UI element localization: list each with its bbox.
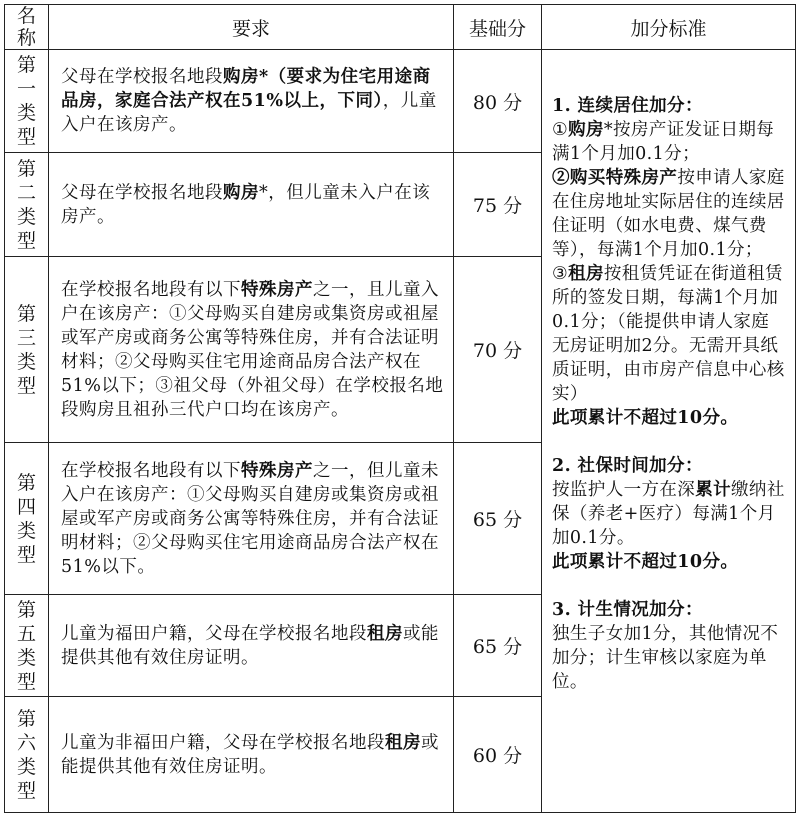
bonus-item [552, 166, 787, 262]
bonus-cap: 此项累计不超过10分。 [552, 552, 739, 572]
row-type-name [5, 443, 49, 595]
type-char: 类 [16, 519, 36, 542]
type-char: 第 [16, 54, 36, 76]
bonus-criteria [542, 50, 796, 813]
header-requirement: 要求 [49, 5, 454, 50]
bonus-section-title: 1. 连续居住加分： [552, 96, 703, 116]
req-text: *，但儿童未入户在该房产。 [61, 182, 431, 227]
type-char: 第 [16, 302, 36, 325]
type-char: 第 [16, 157, 36, 180]
table-row [5, 50, 796, 153]
type-char: 型 [16, 126, 36, 148]
type-char: 三 [16, 326, 36, 349]
bonus-text: *按房产证发证日期每满1个月加0.1分； [552, 120, 775, 164]
type-char: 类 [16, 646, 36, 669]
bonus-text: 按监护人一方在深 [552, 480, 696, 500]
row-base-score: 60 分 [454, 697, 542, 813]
req-text: 父母在学校报名地段 [61, 67, 223, 87]
enrollment-criteria-table [4, 4, 796, 813]
bonus-text: 按申请人家庭在住房地址实际居住的连续居住证明（如水电费、煤气费等），每满1个月加0.1分； [552, 168, 785, 260]
req-text: 儿童为非福田户籍，父母在学校报名地段 [61, 732, 385, 753]
req-text: 在学校报名地段有以下 [61, 279, 241, 300]
bonus-item [552, 478, 787, 550]
bonus-emphasis: 购房 [568, 120, 604, 140]
bonus-item: 独生子女加1分，其他情况不加分；计生审核以家庭为单位。 [552, 624, 779, 692]
row-requirement [49, 443, 454, 595]
bonus-cap: 此项累计不超过10分。 [552, 408, 739, 428]
header-name-char: 名 [16, 5, 36, 27]
req-emphasis: 租房 [385, 732, 421, 753]
type-char: 类 [16, 102, 36, 124]
type-char: 二 [16, 181, 36, 204]
type-char: 六 [16, 731, 36, 754]
req-emphasis: 购房 [223, 182, 259, 203]
type-char: 型 [16, 779, 36, 802]
row-base-score: 80 分 [454, 50, 542, 153]
row-requirement [49, 50, 454, 153]
type-char: 型 [16, 543, 36, 566]
header-name-char: 称 [16, 27, 36, 49]
header-bonus: 加分标准 [542, 5, 796, 50]
req-emphasis: 购房 [223, 67, 259, 87]
row-base-score: 65 分 [454, 595, 542, 697]
type-char: 型 [16, 374, 36, 397]
req-emphasis: 特殊房产 [241, 460, 313, 481]
type-char: 类 [16, 205, 36, 228]
req-emphasis: 特殊房产 [241, 279, 313, 300]
row-base-score: 75 分 [454, 153, 542, 257]
row-requirement [49, 153, 454, 257]
type-char: 型 [16, 229, 36, 252]
type-char: 一 [16, 78, 36, 100]
type-char: 型 [16, 670, 36, 693]
bonus-text: 缴纳社保（养老+医疗）每满1个月加0.1分。 [552, 480, 785, 548]
req-text: 之一，但儿童未入户在该房产：①父母购买自建房或集资房或祖屋或军产房或商务公寓等特殊住房，并有合法证明材料；②父母购买住宅用途商品房合法产权在51%以下。 [61, 460, 439, 577]
req-text: 父母在学校报名地段 [61, 182, 223, 203]
row-type-name [5, 257, 49, 443]
bonus-text: ③ [552, 264, 569, 284]
row-requirement [49, 257, 454, 443]
row-type-name [5, 697, 49, 813]
bonus-section-title: 2. 社保时间加分： [552, 456, 703, 476]
type-char: 第 [16, 598, 36, 621]
req-text: ，儿童入户在该房产。 [61, 91, 437, 135]
header-base-score: 基础分 [454, 5, 542, 50]
type-char: 五 [16, 622, 36, 645]
type-char: 类 [16, 755, 36, 778]
header-row [5, 5, 796, 50]
req-text: 之一，且儿童入户在该房产：①父母购买自建房或集资房或祖屋或军产房或商务公寓等特殊住房，并有合法证明材料；②父母购买住宅用途商品房合法产权在51%以下；③祖父母（外祖父母）在学校报名地段购房且祖孙三代户口均在该房产。 [61, 279, 444, 420]
bonus-section-title: 3. 计生情况加分： [552, 600, 703, 620]
bonus-emphasis: 累计 [695, 480, 732, 500]
row-base-score: 65 分 [454, 443, 542, 595]
row-requirement [49, 595, 454, 697]
req-text: 在学校报名地段有以下 [61, 460, 241, 481]
req-text: 儿童为福田户籍，父母在学校报名地段 [61, 623, 367, 644]
row-type-name [5, 153, 49, 257]
row-base-score: 70 分 [454, 257, 542, 443]
bonus-emphasis: 租房 [568, 264, 604, 284]
req-text: 或能提供其他有效住房证明。 [61, 732, 439, 777]
header-name [5, 5, 49, 50]
type-char: 四 [16, 495, 36, 518]
type-char: 第 [16, 471, 36, 494]
row-type-name [5, 595, 49, 697]
row-requirement [49, 697, 454, 813]
bonus-emphasis: ② [552, 168, 570, 188]
req-emphasis: 租房 [367, 623, 403, 644]
type-char: 第 [16, 707, 36, 730]
row-type-name [5, 50, 49, 153]
bonus-item [552, 118, 787, 166]
bonus-emphasis: 购买特殊房产 [569, 168, 678, 188]
req-emphasis: *（要求为住宅用途商品房，家庭合法产权在51%以上，下同） [61, 67, 431, 111]
bonus-item [552, 262, 787, 406]
req-text: 或能提供其他有效住房证明。 [61, 623, 439, 668]
type-char: 类 [16, 350, 36, 373]
bonus-text: 按租赁凭证在街道租赁所的签发日期，每满1个月加0.1分；（能提供申请人家庭无房证明加2分。无需开具纸质证明，由市房产信息中心核实） [552, 264, 785, 404]
bonus-text: ① [552, 120, 569, 140]
